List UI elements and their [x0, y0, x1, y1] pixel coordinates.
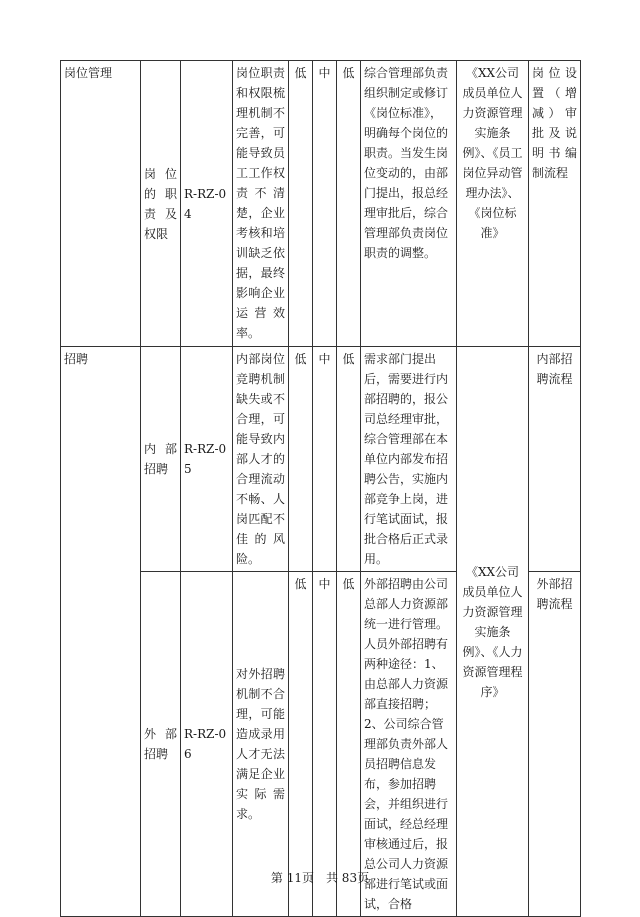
impact-cell: 中: [313, 347, 337, 572]
basis-cell: 《XX公司成员单位人力资源管理实施条例》、《员工岗位异动管理办法》、《岗位标准》: [457, 61, 529, 347]
table-row: [61, 61, 581, 347]
likelihood-cell: 低: [289, 61, 313, 347]
level-cell: 低: [337, 347, 361, 572]
basis-cell: 《XX公司成员单位人力资源管理实施条例》、《人力资源管理程序》: [457, 347, 529, 917]
control-measure-cell: 需求部门提出后，需要进行内部招聘的，报公司总经理审批，综合管理部在本单位内部发布招聘公告，实施内部竞争上岗，进行笔试面试，报批合格后正式录用。: [361, 347, 457, 572]
item-cell: 岗位的职责及权限: [141, 61, 181, 347]
level-cell: 低: [337, 61, 361, 347]
code-cell: R-RZ-04: [181, 61, 233, 347]
risk-description-cell: 岗位职责和权限梳理机制不完善，可能导致员工工作权责不清楚，企业考核和培训缺乏依据，最终影响企业运营效率。: [233, 61, 289, 347]
impact-cell: 中: [313, 572, 337, 917]
process-cell: 内部招聘流程: [529, 347, 581, 572]
process-cell: 岗位设置（增减）审批及说明书编制流程: [529, 61, 581, 347]
likelihood-cell: 低: [289, 347, 313, 572]
control-measure-cell: 综合管理部负责组织制定或修订《岗位标准》，明确每个岗位的职责。当发生岗位变动的，由部门提出，报总经理审批后，综合管理部负责岗位职责的调整。: [361, 61, 457, 347]
item-cell: 外部招聘: [141, 572, 181, 917]
page-number-footer: 第 11页 共 83页: [270, 871, 370, 885]
likelihood-cell: 低: [289, 572, 313, 917]
table-row: [61, 347, 581, 572]
item-cell: 内部招聘: [141, 347, 181, 572]
code-cell: R-RZ-05: [181, 347, 233, 572]
risk-description-cell: 对外招聘机制不合理，可能造成录用人才无法满足企业实际需求。: [233, 572, 289, 917]
code-cell: R-RZ-06: [181, 572, 233, 917]
category-cell: 招聘: [61, 347, 141, 917]
risk-control-table: [60, 60, 581, 917]
risk-description-cell: 内部岗位竞聘机制缺失或不合理，可能导致内部人才的合理流动不畅、人岗匹配不佳的风险。: [233, 347, 289, 572]
category-cell: 岗位管理: [61, 61, 141, 347]
process-cell: 外部招聘流程: [529, 572, 581, 917]
control-measure-cell: 外部招聘由公司总部人力资源部统一进行管理。人员外部招聘有两种途径：1、由总部人力资源部直接招聘；2、公司综合管理部负责外部人员招聘信息发布，参加招聘会，并组织进行面试，经总经理审核通过后，报总公司人力资源部进行笔试或面试，合格: [361, 572, 457, 917]
level-cell: 低: [337, 572, 361, 917]
impact-cell: 中: [313, 61, 337, 347]
